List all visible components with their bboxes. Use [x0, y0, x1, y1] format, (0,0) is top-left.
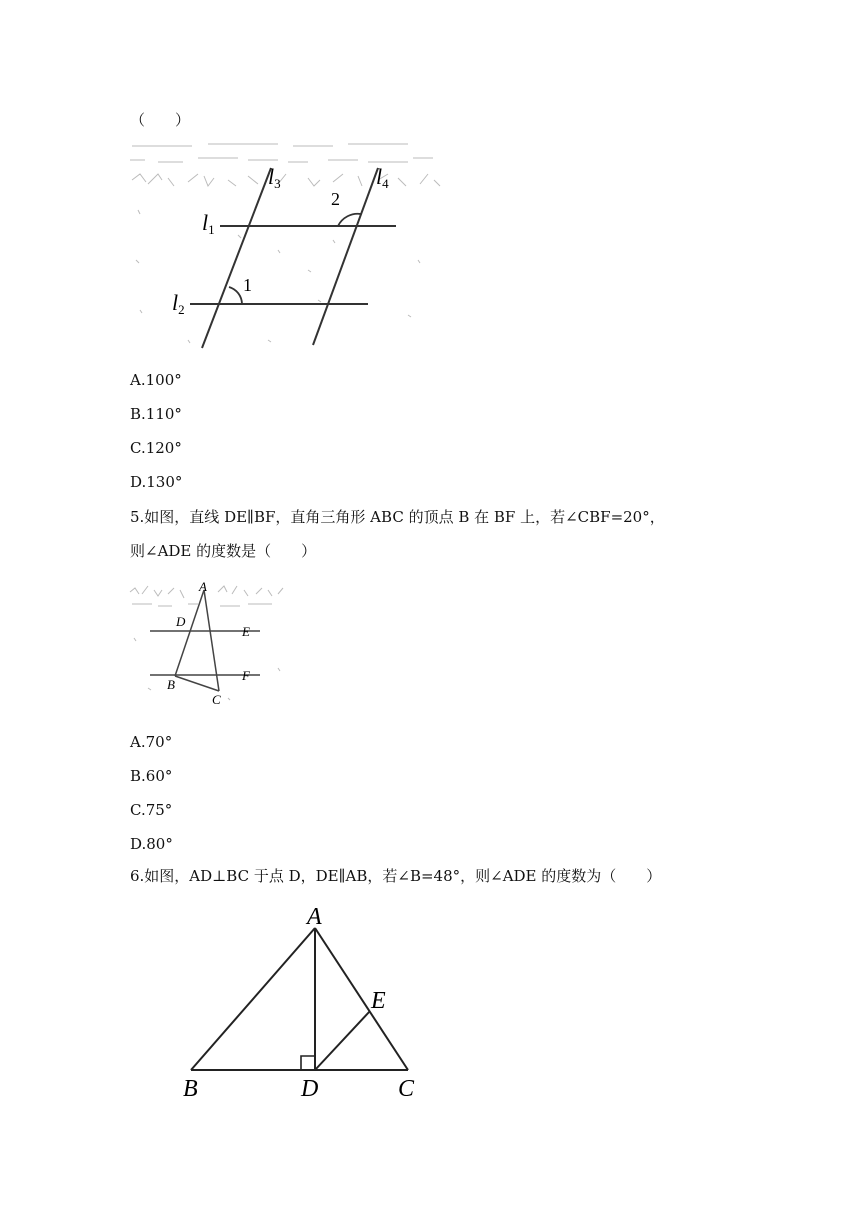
label-angle-2: 2 — [331, 189, 340, 209]
line-l3 — [202, 168, 271, 348]
segment-ab — [191, 928, 315, 1070]
segment-ac — [315, 928, 408, 1070]
label-a: A — [307, 904, 322, 930]
label-l4: l4 — [376, 164, 389, 191]
q4-figure — [128, 140, 448, 355]
right-angle-mark — [301, 1056, 315, 1070]
q5-stem-line-2: 则∠ADE 的度数是（ ） — [130, 542, 317, 560]
q5-option-c: C.75° — [130, 801, 173, 819]
segment-bc — [175, 676, 219, 691]
q5-option-d: D.80° — [130, 835, 173, 853]
label-c: C — [398, 1076, 415, 1102]
segment-ac — [204, 590, 219, 691]
q4-option-a: A.100° — [130, 371, 182, 389]
label-a: A — [199, 579, 207, 594]
label-d: D — [176, 614, 186, 629]
q5-option-a: A.70° — [130, 733, 173, 751]
q4-option-c: C.120° — [130, 439, 182, 457]
q6-stem-line-1: 6.如图，AD⊥BC 于点 D，DE∥AB，若∠B=48°，则∠ADE 的度数为（ ） — [130, 867, 662, 885]
q5-stem-line-1: 5.如图，直线 DE∥BF，直角三角形 ABC 的顶点 B 在 BF 上，若∠CBF=20°， — [130, 508, 665, 526]
q5-option-b: B.60° — [130, 767, 173, 785]
q6-figure — [170, 898, 440, 1108]
label-l3: l3 — [268, 164, 281, 191]
angle-1-arc — [229, 287, 242, 304]
line-l4 — [313, 168, 378, 345]
label-c: C — [212, 692, 221, 707]
segment-de — [315, 1011, 370, 1070]
q4-answer-bracket: （ ） — [130, 111, 191, 129]
label-d: D — [301, 1076, 319, 1102]
q4-option-d: D.130° — [130, 473, 183, 491]
segment-ab — [175, 590, 204, 676]
q4-option-b: B.110° — [130, 405, 182, 423]
label-b: B — [183, 1076, 198, 1102]
label-e: E — [242, 624, 250, 639]
label-e: E — [371, 988, 386, 1014]
label-l1: l1 — [202, 210, 215, 237]
label-l2: l2 — [172, 290, 185, 317]
q5-figure — [128, 578, 288, 710]
label-angle-1: 1 — [243, 275, 252, 295]
label-f: F — [242, 668, 250, 683]
label-b: B — [167, 677, 175, 692]
